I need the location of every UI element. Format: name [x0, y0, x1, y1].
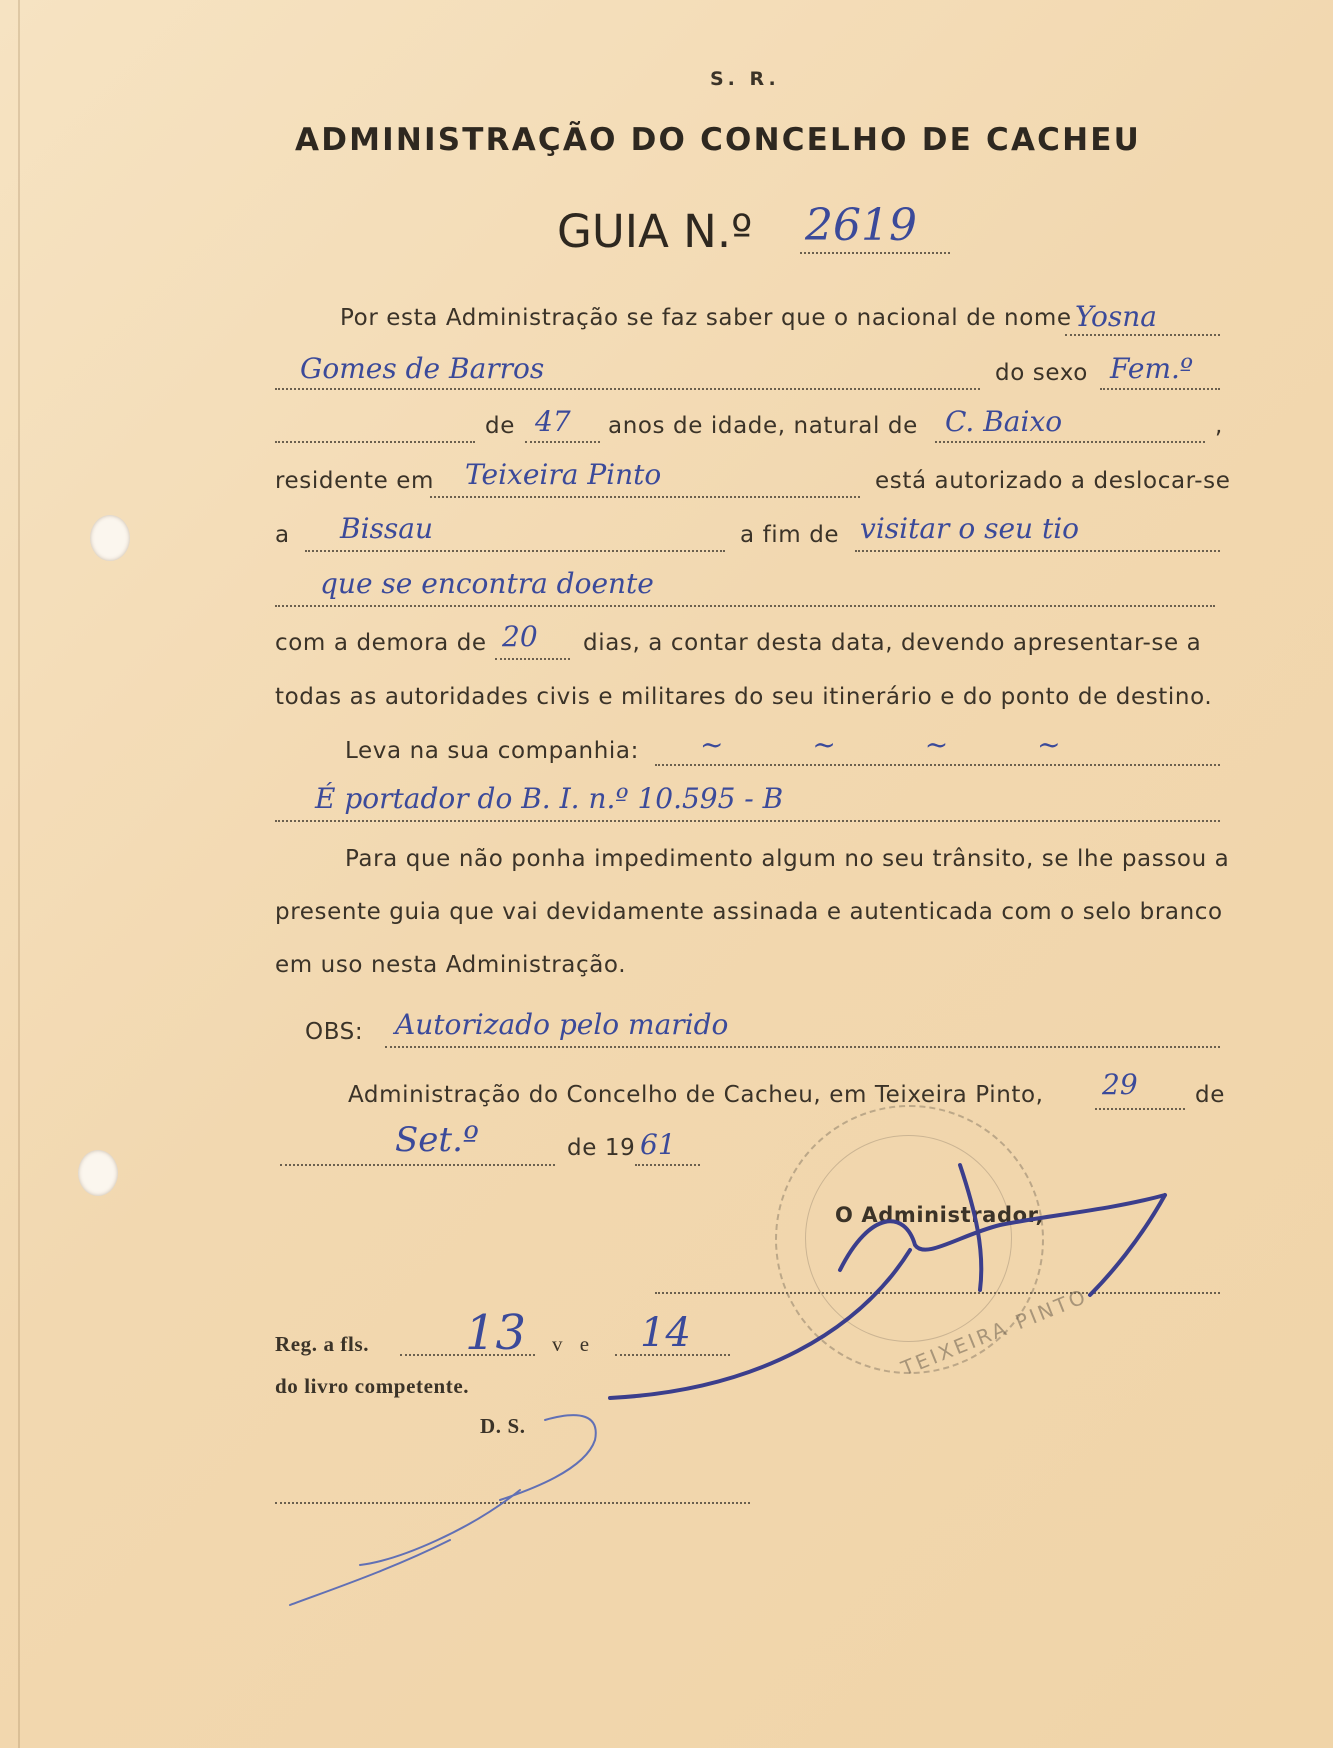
ano-value: 61: [640, 1128, 676, 1161]
demora-text: dias, a contar desta data, devendo apresentar-se a: [583, 630, 1202, 656]
autorizado-text: está autorizado a deslocar-se: [875, 468, 1231, 494]
reg-label: Reg. a fls.: [275, 1332, 370, 1356]
idade-value: 47: [535, 405, 571, 438]
nome-part2: Gomes de Barros: [300, 352, 545, 385]
autoridades-text: todas as autoridades civis e militares do seu itinerário e do ponto de destino.: [275, 684, 1213, 710]
destino-value: Bissau: [340, 512, 433, 545]
ano-prefix: de 19: [567, 1135, 636, 1161]
nome-part1: Yosna: [1075, 300, 1158, 333]
v-e-label: v e: [552, 1332, 596, 1356]
sexo-label: do sexo: [995, 360, 1088, 386]
idade-text: anos de idade, natural de: [608, 413, 918, 439]
line1-text: Por esta Administração se faz saber que o nacional de nome: [340, 305, 1072, 331]
presente-text: presente guia que vai devidamente assinada e autenticada com o selo branco: [275, 899, 1223, 925]
stamp-text: TEIXEIRA PINTO: [897, 1283, 1092, 1381]
residente-value: Teixeira Pinto: [465, 458, 662, 491]
administrador-signature: [610, 1165, 1165, 1398]
header-initials: S. R.: [710, 68, 780, 90]
companhia-value: ~ ~ ~ ~: [700, 728, 1101, 761]
livro-label: do livro competente.: [275, 1374, 470, 1398]
natural-comma: ,: [1215, 413, 1223, 439]
de-label: de: [485, 413, 515, 439]
header-title: ADMINISTRAÇÃO DO CONCELHO DE CACHEU: [295, 122, 1141, 158]
guia-label: GUIA N.º: [557, 205, 753, 258]
dia-value: 29: [1102, 1068, 1138, 1101]
de-text: de: [1195, 1082, 1225, 1108]
reg-fls-value: 13: [465, 1305, 527, 1361]
companhia-label: Leva na sua companhia:: [345, 738, 639, 764]
para-text: Para que não ponha impedimento algum no seu trânsito, se lhe passou a: [345, 846, 1230, 872]
fim-label: a fim de: [740, 522, 840, 548]
natural-value: C. Baixo: [945, 405, 1063, 438]
residente-label: residente em: [275, 468, 435, 494]
portador-value: É portador do B. I. n.º 10.595 - B: [315, 782, 784, 815]
obs-label: OBS:: [305, 1019, 364, 1045]
local-text: Administração do Concelho de Cacheu, em Teixeira Pinto,: [348, 1082, 1044, 1108]
uso-text: em uso nesta Administração.: [275, 952, 627, 978]
demora-label: com a demora de: [275, 630, 487, 656]
ds-label: D. S.: [480, 1414, 526, 1438]
administrador-label: O Administrador,: [835, 1203, 1045, 1227]
demora-value: 20: [502, 620, 538, 653]
fim-value2: que se encontra doente: [320, 567, 654, 600]
a-label: a: [275, 522, 290, 548]
reg-v-value: 14: [640, 1310, 691, 1356]
sexo-value: Fem.º: [1110, 352, 1194, 385]
mes-value: Set.º: [395, 1120, 479, 1160]
fim-value1: visitar o seu tio: [860, 512, 1080, 545]
obs-value: Autorizado pelo marido: [395, 1008, 729, 1041]
ds-signature: [290, 1415, 596, 1605]
guia-number: 2619: [805, 200, 917, 251]
